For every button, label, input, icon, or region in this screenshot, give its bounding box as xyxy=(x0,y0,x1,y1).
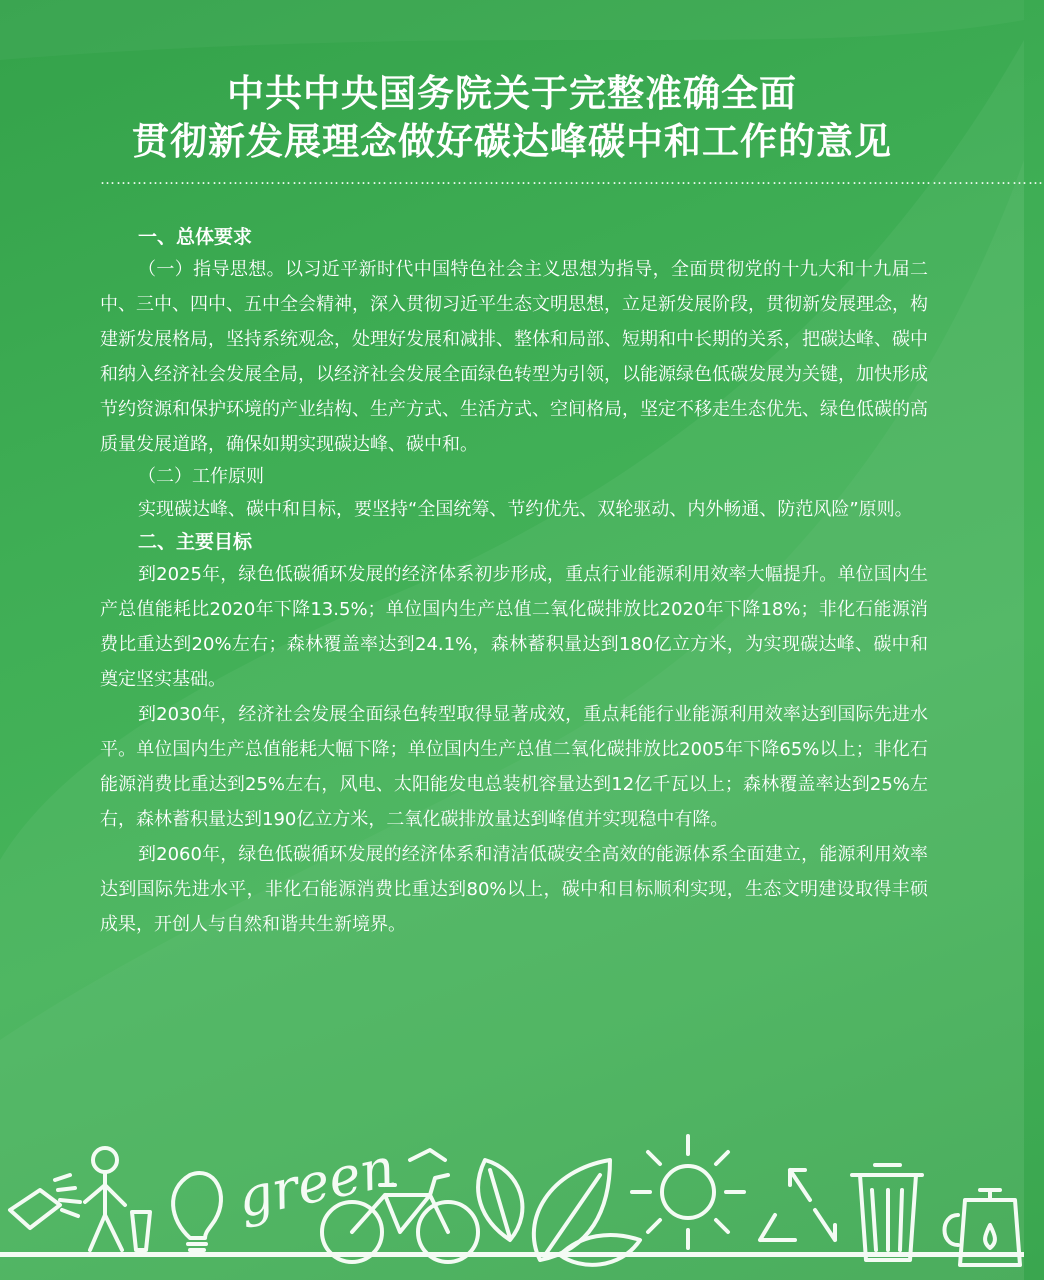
section-heading-overall-requirements: 一、总体要求 xyxy=(138,226,253,248)
trash-can-icon xyxy=(852,1165,922,1260)
section-heading-main-goals: 二、主要目标 xyxy=(138,531,253,553)
recycle-icon xyxy=(760,1170,835,1240)
leaf-icon xyxy=(478,1160,522,1240)
green-doodle-text: green xyxy=(231,1135,401,1231)
paragraph-goal-2025: 到2025年，绿色低碳循环发展的经济体系初步形成，重点行业能源利用效率大幅提升。单位国内生产总值能耗比2020年下降13.5%；单位国内生产总值二氧化碳排放比2020年下降18%；非化石能源消费比重达到20%左右；森林覆盖率达到24.1%，森林蓄积量达到180亿立方米，为实现碳达峰、碳中和奠定坚实基础。 xyxy=(100,564,928,690)
document-title xyxy=(0,70,1024,166)
ground-line xyxy=(0,1252,1024,1257)
sun-icon xyxy=(632,1136,744,1248)
paragraph-guiding-thought: （一）指导思想。以习近平新时代中国特色社会主义思想为指导，全面贯彻党的十九大和十九届二中、三中、四中、五中全会精神，深入贯彻习近平生态文明思想，立足新发展阶段，贯彻新发展理念，构建新发展格局，坚持系统观念，处理好发展和减排、整体和局部、短期和中长期的关系，把碳达峰、碳中和纳入经济社会发展全局，以经济社会发展全面绿色转型为引领，以能源绿色低碳发展为关键，加快形成节约资源和保护环境的产业结构、生产方式、生活方式、空间格局，坚定不移走生态优先、绿色低碳的高质量发展道路，确保如期实现碳达峰、碳中和。 xyxy=(100,259,928,455)
subheading-work-principles: （二）工作原则 xyxy=(138,466,264,487)
title-line-2: 贯彻新发展理念做好碳达峰碳中和工作的意见 xyxy=(132,120,892,163)
paragraph-goal-2030: 到2030年，经济社会发展全面绿色转型取得显著成效，重点耗能行业能源利用效率达到国际先进水平。单位国内生产总值能耗大幅下降；单位国内生产总值二氧化碳排放比2005年下降65%以上；非化石能源消费比重达到25%左右，风电、太阳能发电总装机容量达到12亿千瓦以上；森林覆盖率达到25%左右，森林蓄积量达到190亿立方米，二氧化碳排放量达到峰值并实现稳中有降。 xyxy=(100,704,928,830)
person-icon xyxy=(85,1148,125,1250)
watering-can-icon xyxy=(10,1175,80,1228)
lightbulb-icon xyxy=(173,1173,221,1250)
document-body xyxy=(100,222,928,942)
title-line-1: 中共中央国务院关于完整准确全面 xyxy=(227,72,797,115)
dotted-divider: …………………………………………………………………………………………………………………………………………………………… xyxy=(100,170,1044,188)
paragraph-goal-2060: 到2060年，绿色低碳循环发展的经济体系和清洁低碳安全高效的能源体系全面建立，能源利用效率达到国际先进水平，非化石能源消费比重达到80%以上，碳中和目标顺利实现，生态文明建设取得丰硕成果，开创人与自然和谐共生新境界。 xyxy=(100,844,928,935)
cup-icon xyxy=(132,1212,150,1250)
paragraph-work-principles: 实现碳达峰、碳中和目标，要坚持“全国统筹、节约优先、双轮驱动、内外畅通、防范风险”原则。 xyxy=(138,499,913,520)
leaf-large-icon xyxy=(534,1160,640,1265)
